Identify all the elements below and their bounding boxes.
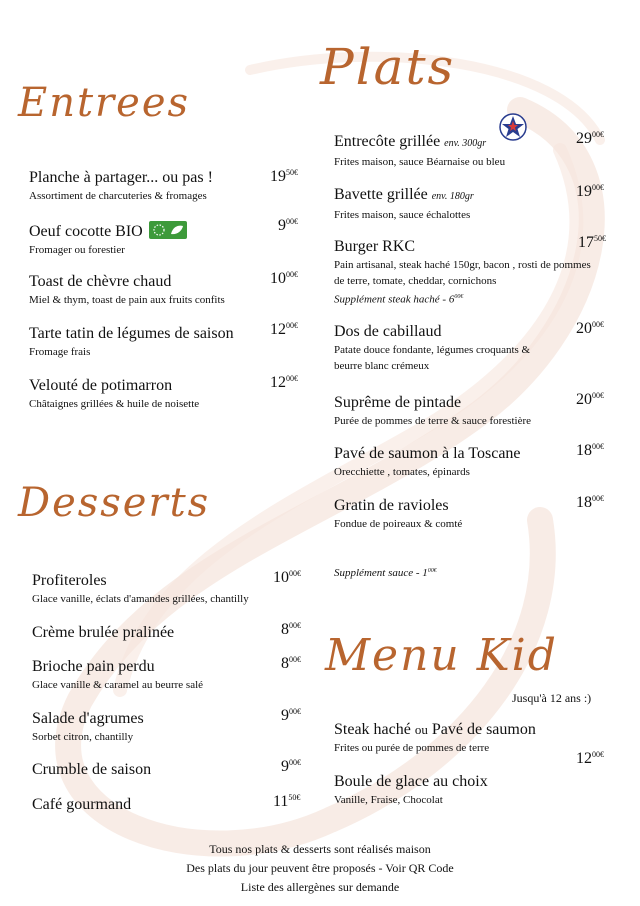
plat-name: Gratin de ravioles [334,497,449,514]
heading-entrees: Entrees [18,80,191,126]
entree-item [29,324,234,360]
plat-item [334,393,531,429]
dessert-item [32,709,144,745]
entree-item [29,221,187,258]
entree-name: Tarte tatin de légumes de saison [29,325,234,342]
plat-desc: Pain artisanal, steak haché 150gr, bacon , rosti de pommes [334,259,591,271]
dessert-name: Crème brulée pralinée [32,624,175,641]
entree-desc: Miel & thym, toast de pain aux fruits confits [29,294,225,306]
kids-price: $12^{00€}$ [576,750,604,767]
plat-price: $29^{00€}$ [576,130,604,147]
entree-price: $19^{50€}$ [270,168,298,185]
kids-item-desc: Frites ou purée de pommes de terre [334,742,490,754]
plat-name: Burger RKC [334,238,416,255]
entree-price: $9^{00€}$ [278,217,298,234]
plat-item [334,132,505,170]
kids-item-desc: Vanille, Fraise, Chocolat [334,794,443,806]
plat-price: $19^{00€}$ [576,183,604,200]
dessert-price: $11^{50€}$ [273,793,301,810]
entree-item [29,168,213,204]
dessert-desc: Sorbet citron, chantilly [32,731,134,743]
plat-name: Pavé de saumon à la Toscane [334,445,521,462]
plat-price: $20^{00€}$ [576,391,604,408]
plat-price: $18^{00€}$ [576,442,604,459]
footer-notes [0,840,640,897]
dessert-price: $9^{00€}$ [281,758,301,775]
entree-name: Velouté de potimarron [29,377,173,394]
plat-item [334,322,530,374]
plat-desc: Frites maison, sauce échalottes [334,209,471,221]
plat-desc: Fondue de poireaux & comté [334,518,463,530]
dessert-name: Crumble de saison [32,761,152,778]
entree-desc: Fromager ou forestier [29,244,125,256]
plat-name: Suprême de pintade [334,394,462,411]
eu-organic-leaf-icon [149,221,187,239]
plat-name: Entrecôte grillée [334,133,441,150]
dessert-desc: Glace vanille & caramel au beurre salé [32,679,204,691]
dessert-name: Brioche pain perdu [32,658,155,675]
plat-name: Dos de cabillaud [334,323,442,340]
dessert-price: $10^{00€}$ [273,569,301,586]
plat-price: $17^{50€}$ [578,234,606,251]
heading-desserts: Desserts [18,480,211,526]
dessert-item [32,571,249,607]
plat-item [334,237,591,308]
entree-price: $12^{00€}$ [270,374,298,391]
plat-supplement: Supplément steak haché - $6^{00€}$ [334,293,464,306]
plat-desc: Purée de pommes de terre & sauce forestière [334,415,531,427]
plat-desc-line2: beurre blanc crémeux [334,360,430,372]
kids-age-note: Jusqu'à 12 ans :) [512,691,592,705]
dessert-price: $8^{00€}$ [281,621,301,638]
entree-price: $10^{00€}$ [270,270,298,287]
entree-name: Planche à partager... ou pas ! [29,169,213,186]
kids-item [334,772,488,808]
plat-weight: env. 180gr [431,191,474,202]
heading-plats: Plats [320,38,456,96]
plat-desc: Orecchiette , tomates, épinards [334,466,470,478]
entree-name: Oeuf cocotte BIO [29,223,143,240]
plat-item [334,185,474,223]
kids-item-dessert: Boule de glace au choix [334,773,488,790]
plat-desc-line2: de terre, tomate, cheddar, cornichons [334,275,497,287]
footer-line: Des plats du jour peuvent être proposés - Voir QR Code [186,861,454,875]
entree-desc: Assortiment de charcuteries & fromages [29,190,207,202]
heading-menu-kid: Menu Kid [325,630,558,681]
dessert-name: Salade d'agrumes [32,710,144,727]
dessert-name: Café gourmand [32,796,132,813]
plat-item [334,496,462,532]
entree-item [29,272,225,308]
dessert-desc: Glace vanille, éclats d'amandes grillées, chantilly [32,593,249,605]
kids-item-or: ou [414,722,428,737]
entree-name: Toast de chèvre chaud [29,273,172,290]
plat-price: $20^{00€}$ [576,320,604,337]
dessert-item [32,760,151,780]
plat-desc: Patate douce fondante, légumes croquants & [334,344,531,356]
plat-price: $18^{00€}$ [576,494,604,511]
entree-item [29,376,199,412]
dessert-name: Profiteroles [32,572,107,589]
plat-item [334,444,521,480]
dessert-item [32,623,174,643]
dessert-price: $8^{00€}$ [281,655,301,672]
dessert-item [32,795,131,815]
entree-desc: Fromage frais [29,346,91,358]
kids-item [334,720,536,756]
plat-name: Bavette grillée [334,186,428,203]
dessert-price: $9^{00€}$ [281,707,301,724]
kids-item-saumon: Pavé de saumon [431,721,536,738]
plat-desc: Frites maison, sauce Béarnaise ou bleu [334,156,506,168]
supplement-sauce-note: Supplément sauce - $1^{00€}$ [334,567,437,579]
footer-line: Tous nos plats & desserts sont réalisés maison [209,842,431,856]
footer-line: Liste des allergènes sur demande [240,880,400,894]
entree-desc: Châtaignes grillées & huile de noisette [29,398,200,410]
dessert-item [32,657,203,693]
kids-item-steak: Steak haché [334,721,411,738]
entree-price: $12^{00€}$ [270,321,298,338]
plat-weight: env. 300gr [444,138,487,149]
